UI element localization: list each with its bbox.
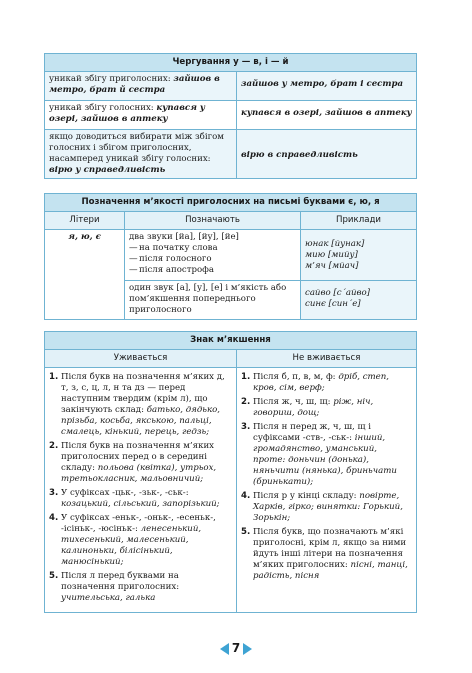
list-item: 3. У суфіксах -цьк-, -зьк-, -ськ-: козацький, сільський, запорізький; bbox=[49, 488, 220, 509]
table-soft-sign-title: Знак м’якшення bbox=[45, 332, 417, 350]
next-page-icon[interactable] bbox=[243, 643, 252, 655]
list-item: 2. Після букв на позначення м’яких приголосних перед о в середині складу: польова (квітка), утрьох, третьокласник, мальовничий; bbox=[49, 441, 217, 484]
table-row bbox=[45, 368, 417, 613]
previous-page-icon[interactable] bbox=[220, 643, 229, 655]
table-row: якщо доводиться вибирати між збігом голосних і збігом приголосних, насамперед уникай збігу голосних: вірю у справедливість вірю в справедливість bbox=[45, 130, 417, 179]
list-item: 4. Після р у кінці складу: повірте, Харків, гірко; винятки: Горький, Зорькін; bbox=[241, 491, 403, 523]
page-number: 7 bbox=[231, 641, 241, 655]
table-row: один звук [а], [у], [е] і м’якість або пом’якшення попереднього приголосного сайво [с´айво] синє [син´е] bbox=[45, 281, 417, 320]
page-footer bbox=[0, 641, 472, 655]
table-row: я, ю, є два звуки [йа], [йу], [йе] — на початку слова — після голосного — після апострофа юнак [йунак] мию [мийу] м’яч [мйач] bbox=[45, 230, 417, 281]
list-item: 3. Після н перед ж, ч, ш, щ і суфіксами -ств-, -ськ-: інший, громадянство, уманський, проте: доньчин (донька), няньчити (нянька), бриньчати (бринькати); bbox=[241, 422, 397, 487]
list-item: 1. Після букв на позначення м’яких д, т, з, с, ц, л, н та дз — перед наступним твердим (крім л), що закінчують склад: батько, дядько, прізьба, косьба, якською, пальці, смалець, кінький, перець, гедзь; bbox=[49, 372, 225, 437]
list-item: 4. У суфіксах -еньк-, -оньк-, -есеньк-, -ісіньк-, -юсіньк-: ленесенький, тихесенький, малесенький, калиноньки, білісінький, манюсінький; bbox=[49, 513, 216, 567]
column-header-used: Уживається bbox=[45, 350, 237, 368]
table-row: уникай збігу приголосних: зайшов в метро, брат й сестра зайшов у метро, брат і сестра bbox=[45, 72, 417, 101]
table-row: уникай збігу голосних: купався у озері, зайшов в аптеку купався в озері, зайшов в аптеку bbox=[45, 101, 417, 130]
column-header-examples: Приклади bbox=[301, 212, 417, 230]
table-softness bbox=[44, 193, 417, 320]
table-alternation bbox=[44, 53, 417, 179]
table-soft-sign bbox=[44, 331, 417, 613]
column-header-not-used: Не вживається bbox=[237, 350, 417, 368]
column-header-letters: Літери bbox=[45, 212, 125, 230]
list-item: 1. Після б, п, в, м, ф: дріб, степ, кров, сім, верф; bbox=[241, 372, 390, 393]
table-softness-title: Позначення м’якості приголосних на письмі буквами є, ю, я bbox=[45, 194, 417, 212]
used-rules-list bbox=[49, 372, 232, 604]
letters-cell: я, ю, є bbox=[45, 230, 125, 320]
table-alternation-title: Чергування у — в, і — й bbox=[45, 54, 417, 72]
list-item: 2. Після ж, ч, ш, щ: ріж, ніч, говориш, дощ; bbox=[241, 397, 374, 418]
column-header-meaning: Позначають bbox=[125, 212, 301, 230]
list-item: 5. Після букв, що позначають м’які приголосні, крім л, якщо за ними йдуть інші літери на позначення м’яких приголосних: пісні, танці, радість, пісня bbox=[241, 527, 408, 581]
not-used-rules-list bbox=[241, 372, 412, 582]
list-item: 5. Після л перед буквами на позначення приголосних: учительська, галька bbox=[49, 571, 180, 603]
